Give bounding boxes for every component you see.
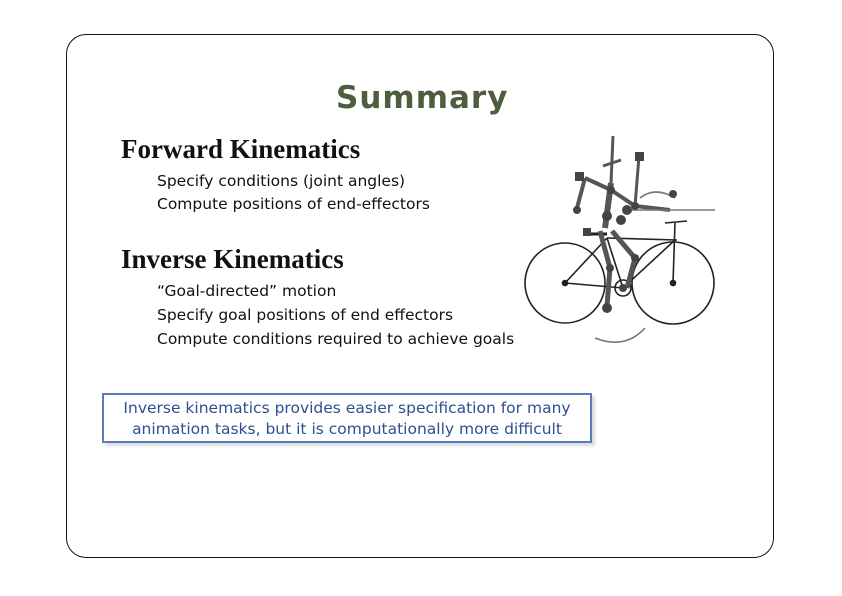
forward-kinematics-heading: Forward Kinematics <box>121 134 361 164</box>
callout-line-2: animation tasks, but it is computationally more difficult <box>132 420 562 438</box>
summary-callout <box>102 393 592 443</box>
slide-title: Summary <box>336 80 509 116</box>
ik-bullet-1: “Goal-directed” motion <box>157 282 337 300</box>
fk-bullet-2: Compute positions of end-effectors <box>157 195 430 213</box>
ik-bullet-2: Specify goal positions of end effectors <box>157 306 454 324</box>
inverse-kinematics-heading: Inverse Kinematics <box>121 244 344 274</box>
ik-bullet-3: Compute conditions required to achieve goals <box>157 330 515 348</box>
fk-bullet-1: Specify conditions (joint angles) <box>157 172 406 190</box>
callout-line-1: Inverse kinematics provides easier specification for many <box>123 399 571 417</box>
bicycle-figure-icon <box>515 128 725 358</box>
